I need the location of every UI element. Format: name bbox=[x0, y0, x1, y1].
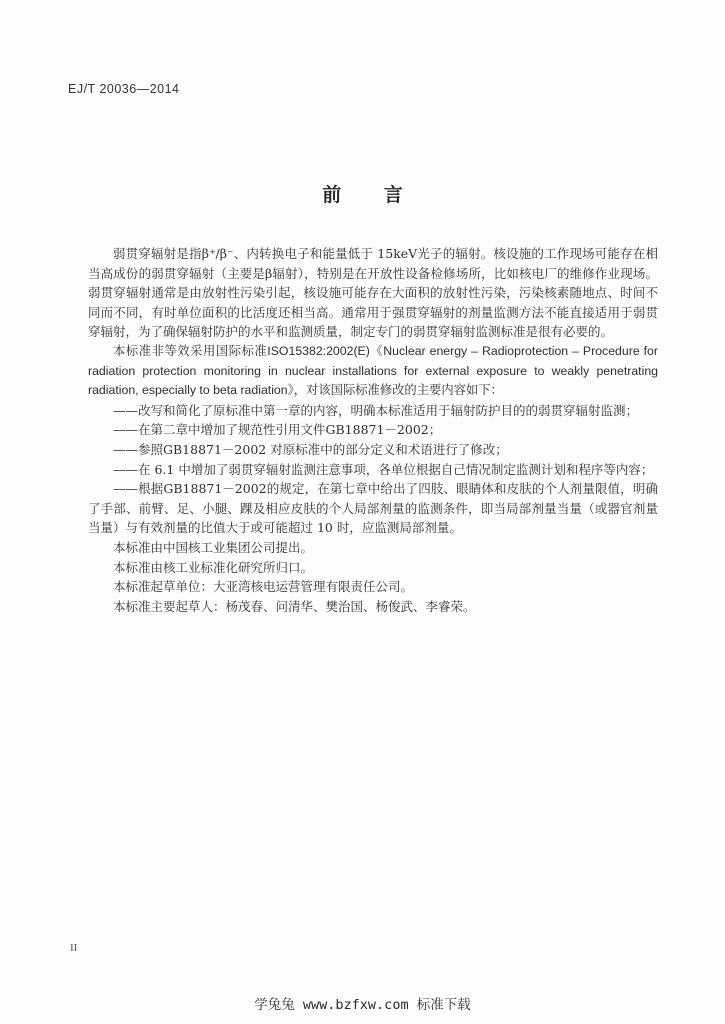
footer-watermark-link[interactable]: 学兔兔 www.bzfxw.com 标准下载 bbox=[254, 997, 471, 1013]
page-title: 前 言 bbox=[322, 184, 421, 206]
list-item-change-5: ——根据GB18871－2002的规定，在第七章中给出了四肢、眼睛体和皮肤的个人剂量限值，明确了手部、前臂、足、小腿、踝及相应皮肤的个人局部剂量的监测条件，即当局部剂量当量（或器官剂量当量）与有效剂量的比值大于或可能超过 10 时，应监测局部剂量。 bbox=[88, 481, 658, 536]
paragraph-proposer: 本标准由中国核工业集团公司提出。 bbox=[113, 539, 314, 555]
foreword-body bbox=[88, 244, 658, 616]
list-item-change-2: ——在第二章中增加了规范性引用文件GB18871－2002； bbox=[113, 422, 442, 438]
paragraph-intro: 弱贯穿辐射是指β⁺/β⁻、内转换电子和能量低于 15keV光子的辐射。核设施的工作现场可能存在相当高成份的弱贯穿辐射（主要是β辐射），特别是在开放性设备检修场所，比如核电厂的维修作业现场。弱贯穿辐射通常是由放射性污染引起，核设施可能存在大面积的放射性污染，污染核素随地点、时间不同而不同，有时单位面积的比活度还相当高。通常用于强贯穿辐射的剂量监测方法不能直接适用于弱贯穿辐射，为了确保辐射防护的水平和监测质量，制定专门的弱贯穿辐射监测标准是很有必要的。 bbox=[88, 246, 658, 340]
paragraph-drafting-unit: 本标准起草单位：大亚湾核电运营管理有限责任公司。 bbox=[113, 579, 414, 595]
paragraph-drafters: 本标准主要起草人：杨茂春、问清华、樊治国、杨俊武、李睿荣。 bbox=[113, 598, 476, 614]
list-item-change-1: ——改写和简化了原标准中第一章的内容，明确本标准适用于辐射防护目的的弱贯穿辐射监测； bbox=[113, 402, 639, 418]
paragraph-adoption: 本标准非等效采用国际标准ISO15382:2002(E)《Nuclear energy – Radioprotection – Procedure for radiation protection monitoring in nuclear installations for external exposure to weakly penetrating radiation, especially to beta radiation》，对该国际标准修改的主要内容如下： bbox=[88, 343, 658, 398]
list-item-change-3: ——参照GB18871－2002 对原标准中的部分定义和术语进行了修改； bbox=[113, 441, 508, 457]
list-item-change-4: ——在 6.1 中增加了弱贯穿辐射监测注意事项，各单位根据自己情况制定监测计划和程序等内容； bbox=[113, 461, 654, 477]
paragraph-administrator: 本标准由核工业标准化研究所归口。 bbox=[113, 559, 314, 575]
page-number: II bbox=[70, 942, 78, 954]
standard-code: EJ/T 20036—2014 bbox=[68, 82, 180, 96]
